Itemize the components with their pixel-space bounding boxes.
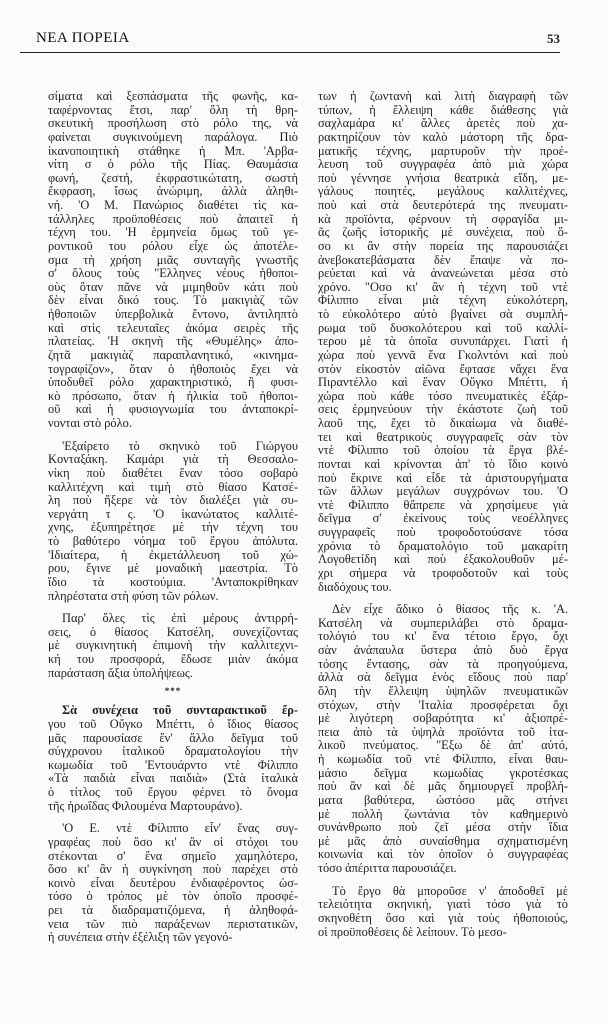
text-line: τὸ εὐκολότερο αὐτὸ βγαίνει σὰ συμπλή-	[318, 308, 568, 321]
journal-title: ΝΕΑ ΠΟΡΕΙΑ	[36, 30, 130, 46]
text-line: ζητᾶ μακιγιὰζ παραπλανητικό, «κινημα-	[48, 348, 298, 362]
text-line: 'Ιδιαίτερα, ἡ ἐκμετάλλευση τοῦ χώ-	[48, 548, 298, 562]
running-header	[36, 28, 560, 50]
text-line: των ἡ ζωντανὴ καὶ λιτὴ διαγραφὴ τῶν	[318, 90, 568, 103]
paragraph	[48, 704, 298, 813]
text-line: οῦ καὶ ἡ φυσιογνωμία του ἀνταποκρί-	[48, 403, 298, 417]
text-line: πλατείας. 'Η σκηνὴ τῆς «Θυμέλης» ἀπο-	[48, 335, 298, 349]
text-line: κοινωνία καὶ τὸν ὁποῖον ὁ συγγραφέας	[318, 848, 568, 862]
text-line: ροντικοῦ του ρόλου εἶχε ὡς ἀποτέλε-	[48, 239, 298, 253]
right-column	[318, 90, 568, 939]
text-line: παράσταση ἄξια ὑπολήψεως.	[48, 666, 193, 680]
text-line: ματικῆς τέχνης, μαρτυροῦν τὴν προέ-	[318, 144, 568, 158]
text-line: οἱ προϋποθέσεις δὲ λείπουν. Τὸ μεσο-	[318, 925, 507, 939]
text-line: ρου, ἔγινε μὲ μοναδικὴ μαεστρία. Τὸ	[48, 562, 298, 576]
text-line: νή. 'Ο Μ. Πανώριος διαθέτει τὶς κα-	[48, 199, 298, 212]
text-line: χνης, ἐξυπηρέτησε μὲ τὴν τέχνη του	[48, 521, 298, 535]
text-line: τῆς ἡρωΐδας Φιλουμένα Μαρτουράνο).	[48, 799, 243, 813]
text-line: κὸ πρόσωπο, ὅταν ἡ ἡλικία τοῦ ἠθοποι-	[48, 389, 298, 403]
text-line: ὅλη τὴν ἔλλειψη ὑψηλῶν πνευματικῶν	[318, 684, 568, 698]
text-line: δεῖγμα σ' ἐκείνους τοὺς νεοέλληνες	[318, 512, 568, 526]
text-line: ποὺ ἔκρινε καὶ εἶδε τὰ ἀριστουργήματα	[318, 471, 568, 485]
text-line: μὲ μᾶς ἀπὸ συναίσθημα σχηματισμένη	[318, 834, 568, 848]
text-line: χώρα ποὺ γεννᾶ ἕνα Γκολντόνι καὶ ποὺ	[318, 348, 568, 362]
text-line: κή του προσφορά, ἔδωσε μιὰν ἀκόμα	[48, 653, 298, 666]
text-line: στέκονται σ' ἕνα σημεῖο χαμηλότερο,	[48, 849, 298, 863]
text-line: χρόνο. "Οσο κι' ἂν ἡ τέχνη τοῦ ντὲ	[318, 280, 568, 294]
paragraph	[48, 440, 298, 604]
text-line: ἀνεβοκατεβάσματα δὲν ἔπαψε νὰ πο-	[318, 253, 568, 267]
text-line: φαίνεται συγκινούμενη παράλογα. Πιὸ	[48, 130, 298, 144]
text-line: κωμωδία τοῦ 'Εντουάρντο ντὲ Φίλιππο	[48, 758, 298, 772]
text-line: συνάνθρωπο ποὺ ζεῖ μέσα στὴν ἴδια	[318, 821, 568, 835]
text-line: σεις, ὁ θίασος Κατσέλη, συνεχίζοντας	[48, 625, 298, 639]
text-line: σο κι ἂν στὴν πορεία της παρουσιάζει	[318, 239, 568, 253]
text-line: πληρέστατα στὴ φύση τῶν ρόλων.	[48, 589, 219, 603]
text-line: κὰ προϊόντα, φέρνουν τὴ σφραγίδα μι-	[318, 212, 568, 226]
text-line: ἡ συνέπεια στὴν ἐξέλιξη τῶν γεγονό-	[48, 931, 233, 945]
paragraph	[318, 603, 568, 876]
text-line: ποὺ ἂν καὶ δὲ μᾶς δημιουργεῖ προβλή-	[318, 780, 568, 794]
text-line: μὲ πολλὴ ζωντάνια τὸν καθημερινὸ	[318, 807, 568, 821]
text-line: ρεύεται καὶ νὰ ἀνανεώνεται μέσα στὸ	[318, 267, 568, 281]
text-line: Κονταξάκη. Καμάρι γιὰ τὴ Θεσσαλο-	[48, 453, 298, 467]
text-line: γάλους ποιητές, μεγάλους καλλιτέχνες,	[318, 185, 568, 199]
text-line: στὸν εἰκοστὸν αἰῶνα ἔφτασε νἄχει ἕνα	[318, 362, 568, 376]
paragraph-gap	[318, 594, 568, 603]
text-line: νονται στὸ ρόλο.	[48, 417, 132, 430]
text-line: Τὸ ἔργο θὰ μποροῦσε ν' ἀποδοθεῖ μὲ	[332, 884, 568, 898]
text-line: ὅσο κι' ἂν ἡ συγκίνηση ποὺ παρέχει στὸ	[48, 863, 298, 877]
text-line: σκηνοθέτη ὅσο καὶ γιὰ τοὺς ἠθοποιούς,	[318, 911, 568, 925]
text-line: σὰν ἀνάπαυλα ὕστερα ἀπὸ δυὸ ἔργα	[318, 644, 568, 657]
paragraph	[318, 885, 568, 940]
paragraph-gap	[48, 813, 298, 822]
text-line: σαχλαμάρα κι' ἄλλες ἀρετὲς ποὺ χα-	[318, 117, 568, 131]
text-line: ᾶς ζωῆς ἱστορικῆς μὲ συνέχεια, ποὺ ὅ-	[318, 226, 568, 240]
text-line: χρι σήμερα νὰ τροφοδοτοῦν καὶ τοὺς	[318, 566, 568, 580]
text-line: μᾶς παρουσίασε ἕν' ἄλλο δεῖγμα τοῦ	[48, 731, 298, 745]
text-line: πονται καὶ κρίνονται ἀπ' τὸ ἴδιο κοινὸ	[318, 457, 568, 471]
text-line: λικοῦ πνεύματος. "Εξω δὲ ἀπ' αὐτό,	[318, 739, 568, 753]
paragraph-gap	[48, 603, 298, 612]
text-line: ρακτηρίζουν τὸν καλὸ μάστορη τῆς δρα-	[318, 130, 568, 144]
text-line: λαοῦ της, ἔχει τὸ δικαίωμα νὰ διαθέ-	[318, 417, 568, 430]
text-line: τελειότητα σκηνική, γιατὶ τόσο γιὰ τὸ	[318, 898, 568, 912]
text-line: ἀλλὰ σὰ δεῖγμα ἑνὸς εἴδους ποὺ παρ'	[318, 671, 568, 685]
paragraph	[48, 612, 298, 680]
text-line: χώρα ποὺ κάθε τόσο πνευματικὲς ἐξάρ-	[318, 389, 568, 403]
text-line: ποὺ καὶ στὰ δευτερότερά της πνευματι-	[318, 199, 568, 212]
text-line: ματα βαθύτερα, ὡστόσο μᾶς στήνει	[318, 793, 568, 807]
text-line: κοινὸ εἶναι δευτέρου ἐνδιαφέροντος ὡσ-	[48, 876, 298, 890]
text-line: ποὺ γέννησε γνήσια θεατρικὰ εἴδη, με-	[318, 171, 568, 185]
text-line: καὶ στὶς τελευταῖες ἀκόμα σειρὲς τῆς	[48, 321, 298, 335]
text-line: μὲ λιγότερη σοβαρότητα κι' ἀξιοπρέ-	[318, 712, 568, 726]
text-line: Κατσέλη νὰ συμπεριλάβει στὸ δραμα-	[318, 616, 568, 630]
text-line: ρει τὰ διαδραματιζόμενα, ἡ ἀληθοφά-	[48, 904, 298, 917]
text-line: τῶν ἄλλων μεγάλων συγχρόνων του. 'Ο	[318, 485, 568, 499]
paragraph-gap	[48, 431, 298, 440]
text-line: στόχων, στὴν 'Ιταλία προσφέρεται ὄχι	[318, 698, 568, 712]
text-line: ἱκανοποιητικὴ στάθηκε ἡ Μπ. 'Αρβα-	[48, 144, 298, 158]
paragraph	[48, 90, 298, 431]
text-line: ντὲ Φίλιππο θἄπρεπε νὰ χρησίμευε γιὰ	[318, 498, 568, 512]
text-line: ντὲ Φίλιππο τοῦ ὁποίου τὰ ἔργα βλέ-	[318, 444, 568, 458]
text-line: ἡ κωμωδία τοῦ ντὲ Φίλιππο, εἶναι θαυ-	[318, 753, 568, 766]
text-line: ἴδιο τὰ κοστούμια. 'Ανταποκρίθηκαν	[48, 575, 298, 589]
text-line: ὑποδυθεῖ ρόλο χαρακτηριστικό, ἢ φυσι-	[48, 376, 298, 390]
text-line: τολόγιό του κι' ἕνα τέτοιο ἔργο, ὄχι	[318, 630, 568, 644]
text-line: σύγχρονου ἰταλικοῦ δραματολογίου τὴν	[48, 745, 298, 759]
text-line: συγγραφεῖς ποὺ τροφοδοτούσανε τόσα	[318, 526, 568, 539]
text-line: τόσο ὁ τρόπος μὲ τὸν ὁποῖο προσφέ-	[48, 890, 298, 904]
text-line: τόσης ἔντασης, σὰν τὰ προηγούμενα,	[318, 657, 568, 671]
text-line: φωνή, ζεστή, ἐκφραστικώτατη, σωστὴ	[48, 171, 298, 185]
text-line: μὲ συγκινητικὴ ἐπιμονὴ τὴν καλλιτεχνι-	[48, 639, 298, 653]
text-line: «Τὰ παιδιὰ εἶναι παιδιὰ» (Στὰ ἰταλικὰ	[48, 772, 298, 786]
text-line: ταφέρνοντας ἔτσι, παρ' ὅλη τὴ θρη-	[48, 103, 298, 117]
text-line: τέχνη του. 'Η ἑρμηνεία ὅμως τοῦ γε-	[48, 226, 298, 240]
text-line: ἠθοποιῶν ὑπερβολικὰ ἔντονο, ἀντιληπτὸ	[48, 308, 298, 321]
text-line: χρόνια τὸ δραματολόγιο τοῦ μακαρίτη	[318, 539, 568, 553]
text-line: Φίλιππο εἶναι μιὰ τέχνη εὐκολότερη,	[318, 294, 568, 308]
text-line: 'Εξαίρετο τὸ σκηνικὸ τοῦ Γιώργου	[62, 439, 298, 453]
text-line: Παρ' ὅλες τὶς ἐπὶ μέρους ἀντιρρή-	[62, 612, 298, 626]
text-line: νίτη σ ὁ ρόλο τῆς Πίας. Θαυμάσια	[48, 158, 298, 172]
text-line: μάσιο δεῖγμα κωμωδίας γκροτέσκας	[318, 766, 568, 780]
paragraph	[48, 822, 298, 945]
text-line: δὲν εἶναι δικό τους. Τὸ μακιγιὰζ τῶν	[48, 294, 298, 308]
text-line: τει καὶ θεατρικοὺς συγγραφεῖς σὰν τὸν	[318, 430, 568, 444]
page-number: 53	[547, 31, 560, 46]
text-line: Πιραντέλλο καὶ ἕναν Οὔγκο Μπέττι, ἡ	[318, 376, 568, 390]
text-line: ἔκφραση, ἴσως ἀνώριμη, ἀλλὰ ἀληθι-	[48, 185, 298, 199]
paragraph	[318, 90, 568, 594]
text-line: πεια ἀπὸ τὰ ὑψηλὰ προϊόντα τοῦ ἰτα-	[318, 725, 568, 739]
text-line: οὺς ὅταν πᾶνε νὰ μιμηθοῦν κάτι ποὺ	[48, 280, 298, 294]
text-line: νεργάτη τ ς. 'Ο ἱκανώτατος καλλιτέ-	[48, 507, 298, 521]
text-line: σίματα καὶ ξεσπάσματα τῆς φωνῆς, κα-	[48, 90, 298, 103]
header-rule	[20, 52, 560, 53]
text-line: σκευτικὴ προσήλωση στὸ ρόλο της, νὰ	[48, 117, 298, 131]
text-line: σμα τὴ χρήση μιᾶς συνταγῆς γνωστῆς	[48, 253, 298, 267]
text-line: ὁ τίτλος τοῦ ἔργου φέρνει τὸ ὄνομα	[48, 786, 298, 799]
text-line: Σὰ συνέχεια τοῦ συνταρακτικοῦ ἔρ-	[62, 704, 298, 718]
text-line: τόσο ἀπέριττα παρουσιάζει.	[318, 862, 457, 875]
text-line: Δὲν εἶχε ἄδικο ὁ θίασος τῆς κ. 'Α.	[332, 603, 568, 617]
text-line: 'Ο Ε. ντὲ Φίλιππο εἶν' ἕνας συγ-	[62, 822, 298, 836]
text-line: τὸ βαθύτερο νόημα τοῦ ἔργου ἀπόλυτα.	[48, 535, 298, 548]
text-line: σ' ὅλους τοὺς "Ελληνες νέους ἠθοποι-	[48, 267, 298, 281]
paragraph-gap	[318, 876, 568, 885]
text-line: λευση τοῦ συγγραφέα ἀπὸ μιὰ χώρα	[318, 158, 568, 172]
text-line: διαδόχους του.	[318, 580, 392, 594]
text-line: νίκη ποὺ διαθέτει ἕναν τόσο σοβαρὸ	[48, 466, 298, 480]
section-separator: ***	[164, 686, 182, 697]
text-line: τύπων, ἡ ἔλλειψη κάθε διάθεσης γιὰ	[318, 103, 568, 117]
text-line: νεια τῶν πιὸ παράξενων περιστατικῶν,	[48, 917, 298, 931]
text-line: ρωμα τοῦ δυσκολότερου καὶ τοῦ καλλί-	[318, 321, 568, 335]
text-line: γου τοῦ Οὔγκο Μπέττι, ὁ ἴδιος θίασος	[48, 717, 298, 731]
text-line: καλλιτέχνη καὶ τιμὴ στὸ θίασο Κατσέ-	[48, 480, 298, 494]
text-line: τογραφίζον», ὅταν ὁ ἠθοποιὸς ἔχει νὰ	[48, 362, 298, 376]
text-line: σεις ἑρμηνεύουν τὴν ἑκάστοτε ζωὴ τοῦ	[318, 403, 568, 417]
text-line: τερου μὲ τὰ ὁποῖα συνυπάρχει. Γιατὶ ἡ	[318, 335, 568, 349]
text-line: γραφέας ποὺ ὅσο κι' ἂν οἱ στόχοι του	[48, 835, 298, 849]
left-column	[48, 90, 298, 945]
text-line: τάλληλες προϋποθέσεις ποὺ ἀπαιτεῖ ἡ	[48, 212, 298, 226]
text-line: Λογοθετίδη καὶ ποὺ ἐξακολουθοῦν μέ-	[318, 553, 568, 567]
section-after-separator	[48, 704, 298, 945]
text-line: λη ποὺ ἤξερε νὰ τὸν διαλέξει γιὰ συ-	[48, 494, 298, 508]
